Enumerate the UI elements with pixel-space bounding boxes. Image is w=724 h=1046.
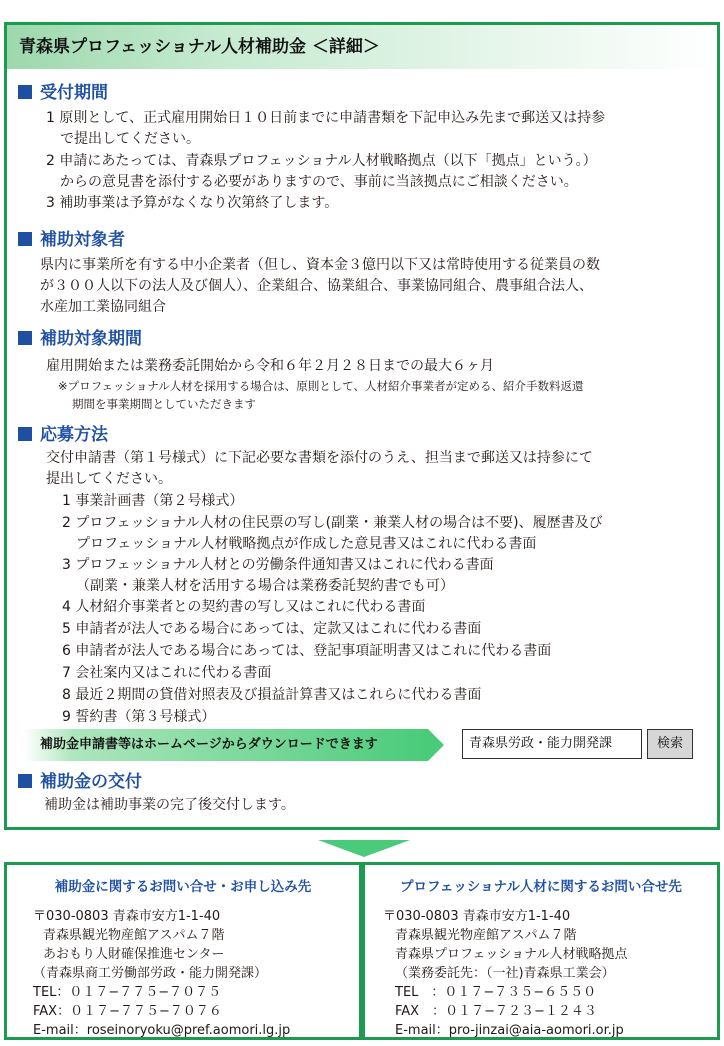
heading-text: 補助対象期間 <box>40 329 142 349</box>
search-button[interactable]: 検索 <box>647 729 693 759</box>
contact-tel: TEL：０１７−７７５−７０７５ <box>33 985 222 1000</box>
heading-text: 受付期間 <box>40 83 108 103</box>
contact-title: プロフェッショナル人材に関するお問い合せ先 <box>400 879 682 895</box>
reception-line: 2 申請にあたっては、青森県プロフェッショナル人材戦略拠点（以下「拠点」という。） <box>46 153 597 169</box>
contact-organization: あおもり人財確保推進センター <box>43 947 225 962</box>
contact-address: 〒030-0803 青森市安方1-1-40 <box>33 909 221 924</box>
page-title: 青森県プロフェッショナル人材補助金 ＜詳細＞ <box>7 25 717 69</box>
target-line: が３００人以下の法人及び個人）、企業組合、協業組合、事業協同組合、農事組合法人、 <box>40 278 593 294</box>
apply-item: 6 申請者が法人である場合にあっては、登記事項証明書又はこれに代わる書面 <box>62 643 552 659</box>
contact-organization: 青森県プロフェッショナル人材戦略拠点 <box>395 947 628 962</box>
arrow-right-icon <box>428 729 444 761</box>
apply-item: （副業・兼業人材を活用する場合は業務委託契約書でも可） <box>76 578 454 594</box>
contact-address: 〒030-0803 青森市安方1-1-40 <box>383 909 571 924</box>
contact-title: 補助金に関するお問い合せ・お申し込み先 <box>54 879 312 895</box>
period-line: 雇用開始または業務委託開始から令和６年２月２８日までの最大６ヶ月 <box>46 358 494 374</box>
contact-box-professional <box>362 862 720 1040</box>
download-banner-text: 補助金申請書等はホームページからダウンロードできます <box>40 737 378 752</box>
apply-item: プロフェッショナル人材戦略拠点が作成した意見書又はこれに代わる書面 <box>76 536 537 552</box>
apply-item: 8 最近２期間の貸借対照表及び損益計算書又はこれらに代わる書面 <box>62 687 482 703</box>
apply-item: 9 誓約書（第３号様式） <box>62 709 216 725</box>
apply-intro-line: 交付申請書（第１号様式）に下記必要な書類を添付のうえ、担当まで郵送又は持参にて <box>46 450 593 466</box>
heading-text: 応募方法 <box>40 425 108 445</box>
period-note: ※プロフェッショナル人材を採用する場合は、原則として、人材紹介事業者が定める、紹介手数料返還 <box>58 379 584 393</box>
section-heading-grant <box>18 767 142 792</box>
section-heading-period <box>18 324 142 349</box>
arrow-down-icon <box>318 840 410 857</box>
section-heading-reception <box>18 78 108 103</box>
contact-building: 青森県観光物産館アスパム７階 <box>395 928 577 943</box>
contact-department: （青森県商工労働部労政・能力開発課） <box>33 966 268 981</box>
reception-line: で提出してください。 <box>60 131 200 147</box>
apply-intro-line: 提出してください。 <box>46 471 172 487</box>
contact-box-grant <box>4 862 362 1040</box>
apply-item: 1 事業計画書（第２号様式） <box>62 493 244 509</box>
section-heading-apply <box>18 420 108 445</box>
apply-item: 2 プロフェッショナル人材の住民票の写し(副業・兼業人材の場合は不要)、履歴書及び <box>62 515 603 531</box>
apply-item: 5 申請者が法人である場合にあっては、定款又はこれに代わる書面 <box>62 621 482 637</box>
apply-item: 4 人材紹介事業者との契約書の写し又はこれに代わる書面 <box>62 599 426 615</box>
target-line: 水産加工業協同組合 <box>40 299 166 315</box>
square-bullet-icon <box>18 331 32 345</box>
contact-email[interactable]: E-mail：pro-jinzai@aia-aomori.or.jp <box>395 1023 624 1038</box>
section-heading-target <box>18 225 125 250</box>
apply-item: 3 プロフェッショナル人材との労働条件通知書又はこれに代わる書面 <box>62 557 494 573</box>
square-bullet-icon <box>18 427 32 441</box>
contact-fax: FAX：０１７−７７５−７０７６ <box>33 1004 222 1019</box>
search-input[interactable]: 青森県労政・能力開発課 <box>462 729 642 759</box>
contact-department: （業務委託先：（一社)青森県工業会） <box>395 966 615 981</box>
period-note: 期間を事業期間としていただきます <box>72 397 256 411</box>
square-bullet-icon <box>18 85 32 99</box>
contact-fax: FAX ：０１７−７２３−１２４３ <box>395 1004 597 1019</box>
contact-building: 青森県観光物産館アスパム７階 <box>43 928 225 943</box>
reception-line: からの意見書を添付する必要がありますので、事前に当該拠点にご相談ください。 <box>60 174 578 190</box>
contact-email[interactable]: E-mail：roseinoryoku@pref.aomori.lg.jp <box>33 1023 291 1038</box>
grant-line: 補助金は補助事業の完了後交付します。 <box>44 797 295 813</box>
heading-text: 補助金の交付 <box>40 772 142 792</box>
square-bullet-icon <box>18 232 32 246</box>
square-bullet-icon <box>18 774 32 788</box>
reception-line: 1 原則として、正式雇用開始日１０日前までに申請書類を下記申込み先まで郵送又は持参 <box>46 110 606 126</box>
contact-tel: TEL ：０１７−７３５−６５５０ <box>395 985 597 1000</box>
heading-text: 補助対象者 <box>40 230 125 250</box>
target-line: 県内に事業所を有する中小企業者（但し、資本金３億円以下又は常時使用する従業員の数 <box>40 257 600 273</box>
apply-item: 7 会社案内又はこれに代わる書面 <box>62 665 272 681</box>
reception-line: 3 補助事業は予算がなくなり次第終了します。 <box>46 195 339 211</box>
download-banner <box>24 729 444 761</box>
